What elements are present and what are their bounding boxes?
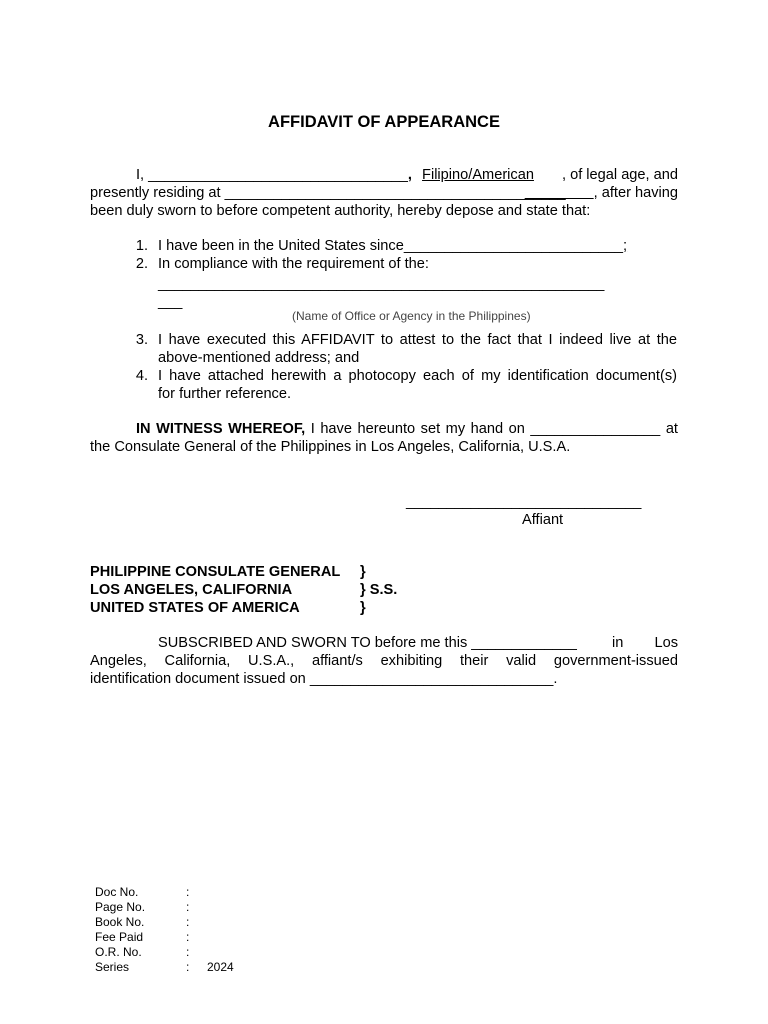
item-3-number: 3. <box>135 332 148 348</box>
notary-block <box>0 885 300 977</box>
item-4-line-2: for further reference. <box>158 386 292 402</box>
venue-brace-2: } S.S. <box>360 582 398 598</box>
doc-no-label: Doc No. <box>95 885 139 899</box>
intro-line-3: been duly sworn to before competent authority, hereby depose and state that: <box>90 203 591 219</box>
venue-brace-1: } <box>360 564 366 580</box>
jurat-line-1 <box>90 634 678 652</box>
notary-row <box>0 900 300 915</box>
list-item-1 <box>128 237 678 255</box>
venue-block <box>90 563 490 617</box>
page-no-label: Page No. <box>95 900 146 914</box>
or-no-colon: : <box>186 945 190 959</box>
witness-paragraph <box>90 420 678 456</box>
jurat-paragraph <box>90 634 678 688</box>
jurat-line-2: Angeles, California, U.S.A., affiant/s exhibiting their valid government-issued <box>90 653 678 669</box>
list-item-3 <box>128 331 678 367</box>
notary-row <box>0 945 300 960</box>
item-4-line-1: I have attached herewith a photocopy each of my identification document(s) <box>158 368 677 384</box>
venue-line-3 <box>90 599 490 617</box>
venue-city: LOS ANGELES, CALIFORNIA <box>90 582 293 598</box>
series-value: 2024 <box>207 960 234 974</box>
venue-consulate: PHILIPPINE CONSULATE GENERAL <box>90 564 341 580</box>
witness-line-2: the Consulate General of the Philippines in Los Angeles, California, U.S.A. <box>90 439 571 455</box>
jurat-line-3: identification document issued on ______________________________. <box>90 671 558 687</box>
document-title: AFFIDAVIT OF APPEARANCE <box>268 113 500 131</box>
address-blank-tail <box>525 185 594 201</box>
nationality: Filipino/American <box>422 167 534 183</box>
series-colon: : <box>186 960 190 974</box>
item-4-number: 4. <box>135 368 148 384</box>
name-blank: ________________________________ <box>148 167 408 183</box>
venue-country: UNITED STATES OF AMERICA <box>90 600 300 616</box>
witness-line-1 <box>90 420 678 438</box>
after-having: , after having <box>593 185 678 201</box>
intro-line-2 <box>90 184 678 202</box>
or-no-label: O.R. No. <box>95 945 142 959</box>
intro-comma: , <box>407 167 412 183</box>
affiant-label: Affiant <box>522 512 564 528</box>
book-no-label: Book No. <box>95 915 145 929</box>
list-item-2 <box>128 255 678 315</box>
agency-caption: (Name of Office or Agency in the Philippines) <box>292 309 531 323</box>
intro-paragraph <box>90 166 678 220</box>
intro-line-1 <box>90 166 678 184</box>
notary-row <box>0 930 300 945</box>
fee-paid-colon: : <box>186 930 190 944</box>
residing-label: presently residing at <box>90 185 221 201</box>
item-3-line-2: above-mentioned address; and <box>158 350 360 366</box>
venue-line-2 <box>90 581 490 599</box>
jurat-in: in <box>612 635 624 651</box>
jurat-subscribed: SUBSCRIBED AND SWORN TO before me this _____________ <box>158 635 577 651</box>
item-1-number: 1. <box>135 238 148 254</box>
intro-i: I, <box>136 167 145 183</box>
intro-after-nationality: , of legal age, and <box>561 167 678 183</box>
witness-heading: IN WITNESS WHEREOF, <box>136 421 306 437</box>
agency-blank-continued: ___ <box>158 294 183 310</box>
item-2-text: In compliance with the requirement of the: <box>158 256 429 272</box>
doc-no-colon: : <box>186 885 190 899</box>
venue-brace-3: } <box>360 600 366 616</box>
page-no-colon: : <box>186 900 190 914</box>
notary-row <box>0 915 300 930</box>
venue-line-1 <box>90 563 490 581</box>
agency-blank: _______________________________________________________ <box>158 276 605 292</box>
book-no-colon: : <box>186 915 190 929</box>
fee-paid-label: Fee Paid <box>95 930 144 944</box>
item-3-line-1: I have executed this AFFIDAVIT to attest to the fact that I indeed live at the <box>158 332 677 348</box>
witness-text: I have hereunto set my hand on ________________ at <box>305 421 678 437</box>
notary-row <box>0 960 300 975</box>
item-1-tail: ; <box>622 238 628 254</box>
list-item-4 <box>128 367 678 403</box>
jurat-los: Los <box>654 635 678 651</box>
since-blank: ___________________________ <box>403 238 623 254</box>
address-blank: __________________________________________ <box>224 185 566 201</box>
signature-line: _____________________________ <box>406 494 642 510</box>
item-1-text: I have been in the United States since <box>158 238 404 254</box>
notary-row <box>0 885 300 900</box>
item-2-number: 2. <box>135 256 148 272</box>
series-label: Series <box>95 960 130 974</box>
